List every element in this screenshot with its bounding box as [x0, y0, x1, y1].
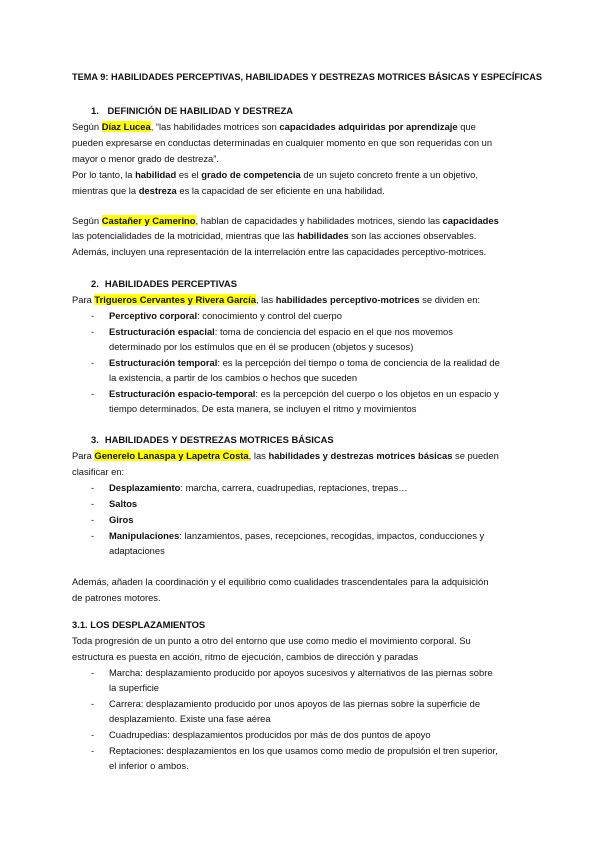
subsection-heading: 3.1. LOS DESPLAZAMIENTOS: [72, 619, 206, 630]
bullet-dash: -: [91, 729, 95, 740]
paragraph-line: Además, añaden la coordinación y el equilibrio como cualidades trascendentales para la adquisición: [72, 576, 489, 587]
list-item: Carrera: desplazamiento producido por unos apoyos de las piernas sobre la superficie de: [109, 698, 481, 709]
section3-heading: 3. HABILIDADES Y DESTREZAS MOTRICES BÁSICAS: [91, 434, 334, 445]
highlighted-author: Generelo Lanaspa y Lapetra Costa: [94, 450, 249, 461]
paragraph-line: Además, incluyen una representación de la interrelación entre las capacidades perceptivo-motrices.: [72, 246, 487, 257]
bullet-dash: -: [91, 310, 95, 321]
list-item: Perceptivo corporal: conocimiento y control del cuerpo: [109, 310, 342, 321]
list-item: Estructuración temporal: es la percepción del tiempo o toma de conciencia de la realidad de: [109, 357, 500, 368]
paragraph-line: clasificar en:: [72, 466, 125, 477]
bullet-dash: -: [91, 388, 95, 399]
paragraph-line: Según Castañer y Camerino, hablan de capacidades y habilidades motrices, siendo las capacidades: [72, 215, 499, 226]
document-title: TEMA 9: HABILIDADES PERCEPTIVAS, HABILIDADES Y DESTREZAS MOTRICES BÁSICAS Y ESPECÍFICAS: [72, 72, 542, 82]
list-item-continuation: determinado por los estímulos que en él se producen (objetos y sucesos): [109, 341, 414, 352]
paragraph-line: mientras que la destreza es la capacidad de ser eficiente en una habilidad.: [72, 185, 385, 196]
list-item-continuation: la superficie: [109, 682, 160, 693]
list-item: Giros: [109, 514, 134, 525]
bullet-dash: -: [91, 745, 95, 756]
list-item: Estructuración espacio-temporal: es la percepción del cuerpo o los objetos en un espacio y: [109, 388, 499, 399]
highlighted-author: Castañer y Camerino: [101, 215, 196, 226]
list-item: Marcha: desplazamiento producido por apoyos sucesivos y alternativos de las piernas sobre: [109, 667, 493, 678]
bullet-dash: -: [91, 698, 95, 709]
list-item: Desplazamiento: marcha, carrera, cuadrupedias, reptaciones, trepas…: [109, 482, 408, 493]
bullet-dash: -: [91, 514, 95, 525]
list-item: Estructuración espacial: toma de conciencia del espacio en el que nos movemos: [109, 326, 453, 337]
list-item-continuation: tiempo determinados. De esta manera, se incluyen el ritmo y movimientos: [109, 403, 417, 414]
bullet-dash: -: [91, 498, 95, 509]
bullet-dash: -: [91, 667, 95, 678]
paragraph-line: Según Díaz Lucea, “las habilidades motrices son capacidades adquiridas por aprendizaje que: [72, 121, 476, 132]
paragraph-line: pueden expresarse en conductas determinadas en cualquier momento en que son requeridas con un: [72, 137, 493, 148]
section1-heading: [91, 104, 293, 117]
list-item-continuation: la existencia, a partir de los cambios o hechos que suceden: [109, 372, 358, 383]
list-item-continuation: adaptaciones: [109, 545, 165, 556]
bullet-dash: -: [91, 326, 95, 337]
paragraph-line: las potencialidades de la motricidad, mientras que las habilidades son las acciones observables.: [72, 230, 477, 241]
paragraph-line: mayor o menor grado de destreza”.: [72, 153, 219, 164]
paragraph-line: estructura es puesta en acción, ritmo de ejecución, cambios de dirección y paradas: [72, 651, 419, 662]
bullet-dash: -: [91, 482, 95, 493]
highlighted-author: Díaz Lucea: [101, 121, 151, 132]
section-title: DEFINICIÓN DE HABILIDAD Y DESTREZA: [107, 105, 294, 116]
paragraph-line: Para Trigueros Cervantes y Rivera García, las habilidades perceptivo-motrices se dividen en:: [72, 294, 481, 305]
list-item: Saltos: [109, 498, 138, 509]
paragraph-line: de patrones motores.: [72, 592, 161, 603]
paragraph-line: Toda progresión de un punto a otro del entorno que use como medio el movimiento corporal. Su: [72, 635, 471, 646]
list-item-continuation: el inferior o ambos.: [109, 760, 189, 771]
section-number: 1.: [91, 105, 99, 116]
list-item: Reptaciones: desplazamientos en los que usamos como medio de propulsión el tren superior,: [109, 745, 498, 756]
list-item-continuation: desplazamiento. Existe una fase aérea: [109, 713, 271, 724]
paragraph-line: Para Generelo Lanaspa y Lapetra Costa, las habilidades y destrezas motrices básicas se pueden: [72, 450, 499, 461]
list-item: Manipulaciones: lanzamientos, pases, recepciones, recogidas, impactos, conducciones y: [109, 530, 485, 541]
list-item: Cuadrupedias: desplazamientos producidos por más de dos puntos de apoyo: [109, 729, 431, 740]
highlighted-author: Trigueros Cervantes y Rivera García: [94, 294, 256, 305]
bullet-dash: -: [91, 530, 95, 541]
paragraph-line: Por lo tanto, la habilidad es el grado de competencia de un sujeto concreto frente a un objetivo,: [72, 169, 478, 180]
section2-heading: 2. HABILIDADES PERCEPTIVAS: [91, 278, 237, 289]
bullet-dash: -: [91, 357, 95, 368]
